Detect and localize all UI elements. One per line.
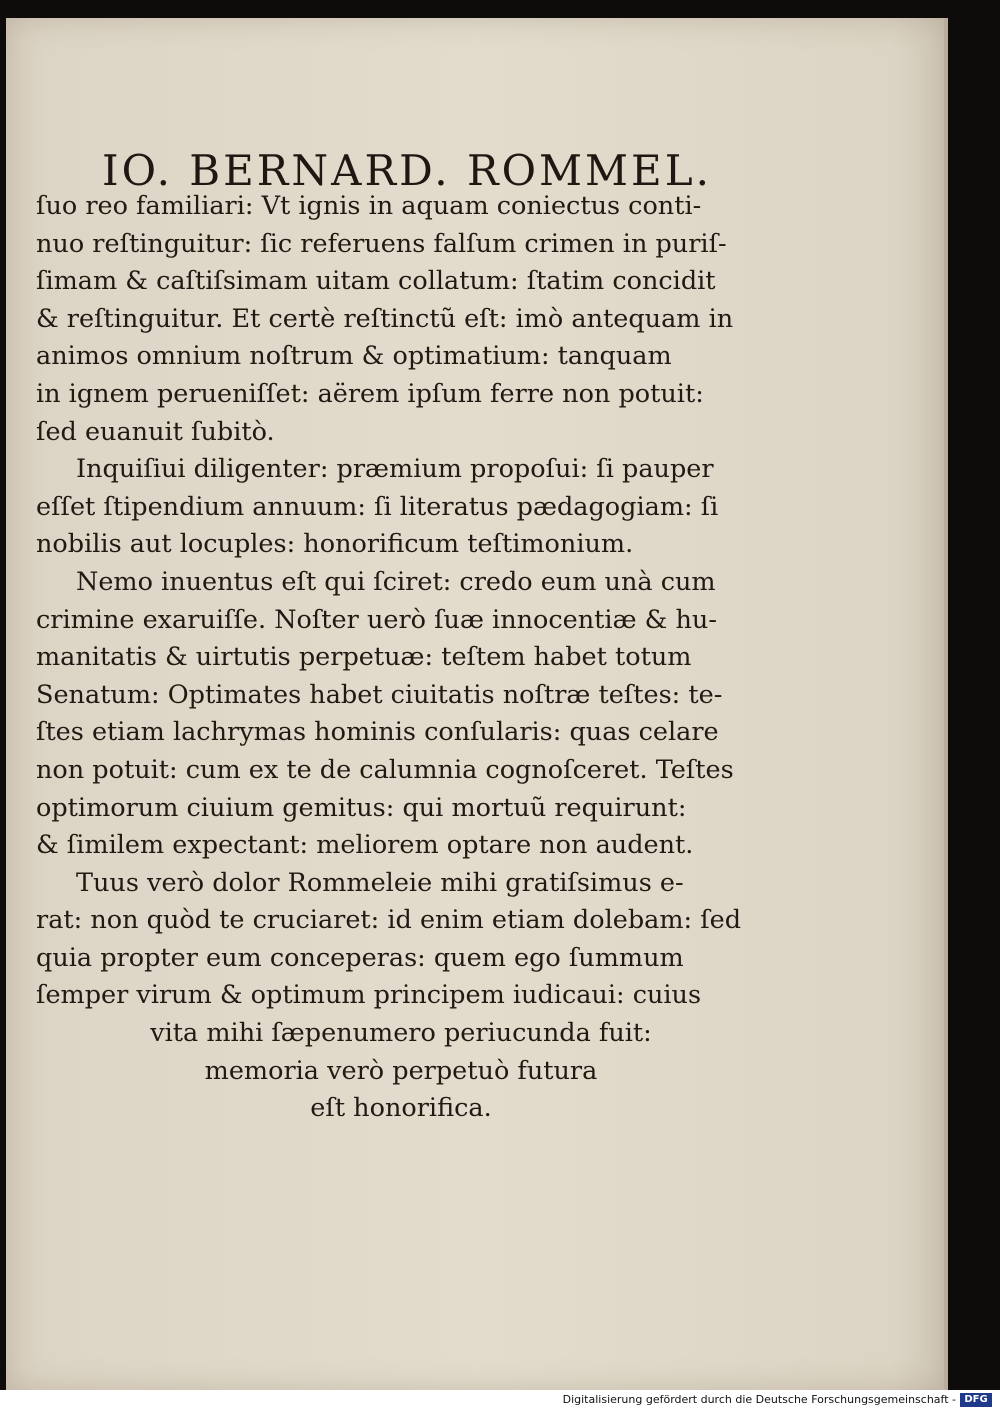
book-page: [6, 18, 948, 1390]
footer-credit: Digitalisierung gefördert durch die Deutsche Forschungsgemeinschaft -: [562, 1393, 956, 1406]
body-text: [36, 188, 766, 1128]
text-line: vita mihi ſæpenumero periucunda fuit:: [150, 1018, 652, 1049]
footer-bar: [0, 1390, 1000, 1411]
text-line: eſſet ſtipendium annuum: ſi literatus pædagogiam: ſi: [36, 491, 719, 522]
text-line: nuo reſtinguitur: ſic referuens falſum crimen in puriſ-: [36, 228, 727, 259]
text-line: Senatum: Optimates habet ciuitatis noſtræ teſtes: te-: [36, 679, 723, 710]
text-line: ſtes etiam lachrymas hominis conſularis: quas celare: [36, 717, 719, 748]
text-line: animos omnium noſtrum & optimatium: tanquam: [36, 341, 672, 372]
text-line: Inquiſiui diligenter: præmium propoſui: ſi pauper: [76, 454, 714, 485]
text-line: optimorum ciuium gemitus: qui mortuũ requirunt:: [36, 792, 687, 823]
text-line: & reſtinguitur. Et certè reſtinctũ eſt: imò antequam in: [36, 303, 734, 334]
text-line: quia propter eum conceperas: quem ego ſummum: [36, 942, 684, 973]
page-edge: [944, 18, 948, 1390]
text-line: Tuus verò dolor Rommeleie mihi gratiſsimus e-: [76, 867, 684, 898]
text-line: nobilis aut locuples: honorificum teſtimonium.: [36, 529, 634, 560]
text-line: ſed euanuit ſubitò.: [36, 416, 275, 447]
dfg-logo-icon[interactable]: DFG: [960, 1393, 992, 1407]
text-line: non potuit: cum ex te de calumnia cognoſceret. Teſtes: [36, 754, 734, 785]
text-line: crimine exaruiſſe. Noſter uerò ſuæ innocentiæ & hu-: [36, 604, 717, 635]
running-head: IO. BERNARD. ROMMEL.: [102, 146, 712, 195]
text-line: in ignem perueniſſet: aërem ipſum ferre non potuit:: [36, 378, 704, 409]
text-line: ſimam & caſtiſsimam uitam collatum: ſtatim concidit: [36, 266, 716, 297]
text-line: eſt honorifica.: [310, 1093, 492, 1124]
text-line: manitatis & uirtutis perpetuæ: teſtem habet totum: [36, 642, 692, 673]
text-line: Nemo inuentus eſt qui ſciret: credo eum unà cum: [76, 566, 716, 597]
text-line: & ſimilem expectant: meliorem optare non audent.: [36, 830, 694, 861]
text-line: ſuo reo familiari: Vt ignis in aquam coniectus conti-: [36, 191, 702, 221]
text-line: ſemper virum & optimum principem iudicaui: cuius: [36, 980, 702, 1011]
text-line: rat: non quòd te cruciaret: id enim etiam dolebam: ſed: [36, 905, 742, 936]
text-line: memoria verò perpetuò futura: [204, 1055, 598, 1086]
